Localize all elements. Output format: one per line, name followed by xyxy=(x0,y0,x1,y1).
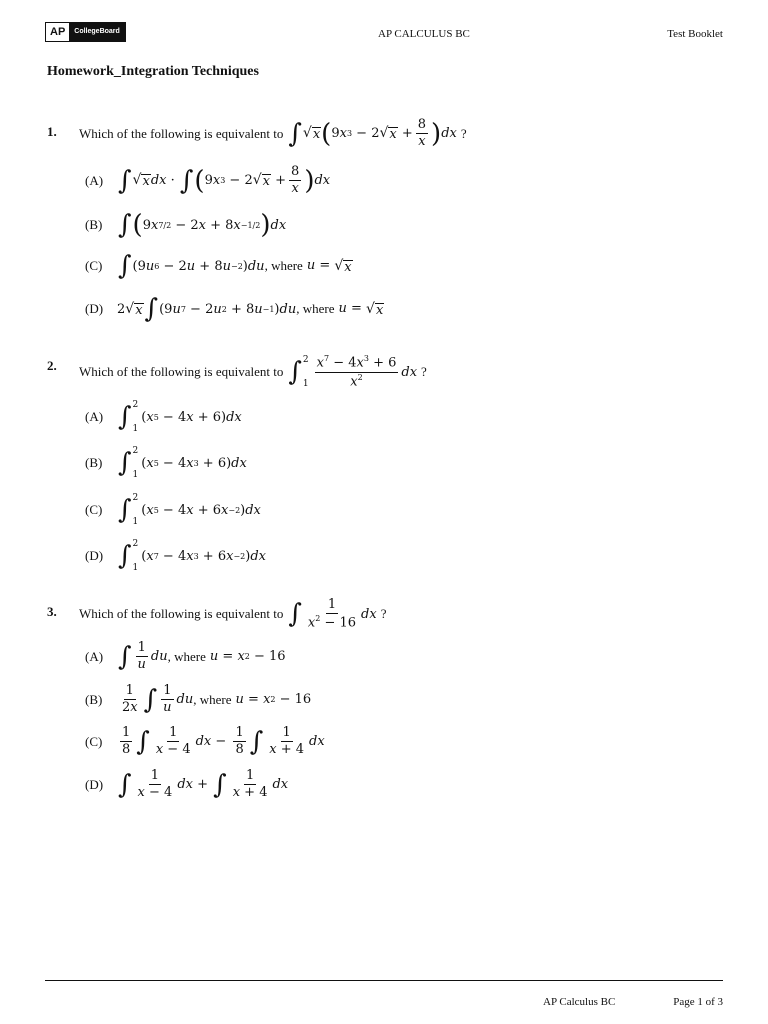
ap-logo-text: AP xyxy=(46,23,69,41)
question-2-stem-text: Which of the following is equivalent to xyxy=(79,364,284,380)
ap-collegeboard-logo xyxy=(45,22,126,42)
option-note: , where xyxy=(296,301,335,316)
question-3-option-b xyxy=(85,684,311,716)
question-2-stem xyxy=(79,355,427,389)
option-label: (B) xyxy=(85,217,103,232)
option-note: , where xyxy=(264,258,303,273)
option-expression: ∫ 2 1 ( x 7 − 4 x 3 + 6 x −2 ) dx xyxy=(118,539,266,573)
question-2-option-a xyxy=(85,400,242,434)
option-expression: ∫ (9 u 6 − 2 u + 8 u −2 ) du xyxy=(118,251,265,281)
question-2-number: 2. xyxy=(47,358,57,373)
option-expression: ∫ √ x dx · ∫ ( 9 x 3 − 2 √ x + $\frac{8}{x}$ ) dx xyxy=(118,164,331,197)
page-title: Homework_Integration Techniques xyxy=(47,64,259,79)
question-2-option-c xyxy=(85,493,261,527)
question-1-stem-text: Which of the following is equivalent to xyxy=(79,125,284,141)
header-booklet: Test Booklet xyxy=(667,28,723,40)
footer-divider xyxy=(45,980,723,981)
option-expression: $\frac{1}{2x}$ ∫ $\frac{1}{u}$ du xyxy=(122,683,194,716)
option-expression: $\frac{1}{8}$ ∫ $\frac{1}{x - 4}$ dx − $\frac{1}{8}$ ∫ $\frac{1}{x + 4}$ dx xyxy=(122,725,325,758)
question-1-option-c xyxy=(85,253,353,279)
option-substitution: u = √ x xyxy=(306,257,352,275)
question-2-expression: ∫ 2 1 $\frac{x^7 - 4x^3 + 6}{x^2}$ dx xyxy=(288,354,418,390)
question-1-qmark: ? xyxy=(460,125,467,141)
question-3-number: 3. xyxy=(47,604,57,619)
option-substitution: u = x 2 − 16 xyxy=(235,692,312,708)
question-3-stem xyxy=(79,598,386,631)
option-label: (A) xyxy=(85,648,104,664)
question-1-option-d xyxy=(85,296,384,322)
collegeboard-logo-text: CollegeBoard xyxy=(69,23,125,41)
option-label: (A) xyxy=(85,409,104,424)
footer-course: AP Calculus BC xyxy=(543,996,616,1008)
option-expression: ∫ 2 1 ( x 5 − 4 x + 6 x −2 ) dx xyxy=(118,493,261,527)
option-expression: ∫ 2 1 ( x 5 − 4 x + 6) dx xyxy=(118,400,242,434)
question-2-qmark: ? xyxy=(421,364,427,380)
option-expression: ∫ ( 9 x 7/2 − 2 x + 8 x −1/2 ) dx xyxy=(118,210,287,240)
option-label: (A) xyxy=(85,172,104,188)
question-3-qmark: ? xyxy=(380,606,387,622)
header-course: AP CALCULUS BC xyxy=(378,28,470,40)
question-3-stem-text: Which of the following is equivalent to xyxy=(79,606,284,622)
option-expression: 2 √ x ∫ (9 u 7 − 2 u 2 + 8 u −1 ) du xyxy=(117,294,297,324)
option-expression: ∫ $\frac{1}{u}$ du xyxy=(118,640,168,673)
question-2-option-b xyxy=(85,446,247,480)
footer-page-number: Page 1 of 3 xyxy=(673,996,723,1008)
option-note: , where xyxy=(167,648,206,664)
option-substitution: u = √ x xyxy=(338,300,384,318)
question-1-number: 1. xyxy=(47,124,57,139)
option-label: (D) xyxy=(85,776,104,792)
question-1-stem xyxy=(79,118,467,150)
option-expression: ∫ 2 1 ( x 5 − 4 x 3 + 6) dx xyxy=(118,446,247,480)
option-label: (D) xyxy=(85,301,104,316)
question-3-option-d xyxy=(85,769,288,801)
option-label: (C) xyxy=(85,733,103,749)
option-label: (C) xyxy=(85,502,103,517)
question-1-option-a xyxy=(85,165,330,197)
question-3-option-c xyxy=(85,726,325,758)
option-label: (B) xyxy=(85,455,103,470)
option-substitution: u = x 2 − 16 xyxy=(209,649,286,665)
option-expression: ∫ $\frac{1}{x - 4}$ dx + ∫ $\frac{1}{x + 4}$ dx xyxy=(118,768,289,801)
question-1-option-b xyxy=(85,212,286,238)
option-note: , where xyxy=(193,691,232,707)
option-label: (D) xyxy=(85,548,104,563)
question-3-option-a xyxy=(85,641,286,673)
question-2-option-d xyxy=(85,539,266,573)
question-1-expression: ∫ √ x ( 9 x 3 − 2 √ x + $\frac{8}{x}$ ) dx xyxy=(288,117,457,150)
option-label: (B) xyxy=(85,691,103,707)
question-3-expression: ∫ $\frac{1}{x^2 - 16}$ dx xyxy=(288,597,377,631)
option-label: (C) xyxy=(85,258,103,273)
